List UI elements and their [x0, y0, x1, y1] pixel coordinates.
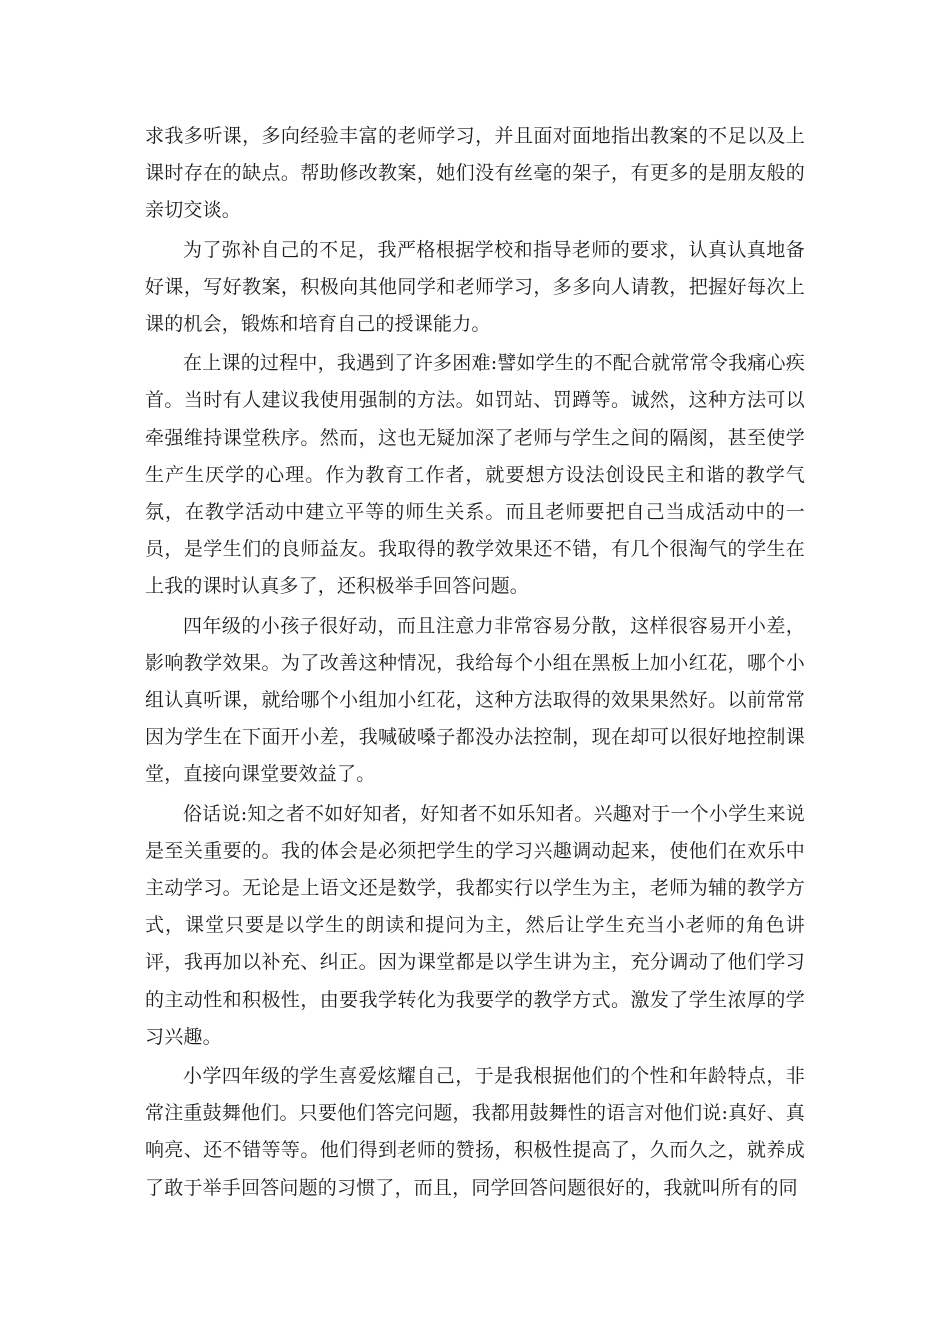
paragraph: 在上课的过程中，我遇到了许多困难:譬如学生的不配合就常常令我痛心疾首。当时有人建议我使用强制的方法。如罚站、罚蹲等。诚然，这种方法可以牵强维持课堂秩序。然而，这也无疑加深了老师与学生之间的隔阂，甚至使学生产生厌学的心理。作为教育工作者，就要想方设法创设民主和谐的教学气氛，在教学活动中建立平等的师生关系。而且老师要把自己当成活动中的一员，是学生们的良师益友。我取得的教学效果还不错，有几个很淘气的学生在上我的课时认真多了，还积极举手回答问题。: [145, 352, 805, 598]
body-text: [145, 118, 805, 1209]
paragraph-continuation: 求我多听课，多向经验丰富的老师学习，并且面对面地指出教案的不足以及上课时存在的缺点。帮助修改教案，她们没有丝毫的架子，有更多的是朋友般的亲切交谈。: [145, 125, 805, 222]
paragraph: 小学四年级的学生喜爱炫耀自己，于是我根据他们的个性和年龄特点，非常注重鼓舞他们。只要他们答完问题，我都用鼓舞性的语言对他们说:真好、真响亮、还不错等等。他们得到老师的赞扬，积极性提高了，久而久之，就养成了敢于举手回答问题的习惯了，而且，同学回答问题很好的，我就叫所有的同: [145, 1065, 805, 1199]
paragraph: 四年级的小孩子很好动，而且注意力非常容易分散，这样很容易开小差，影响教学效果。为了改善这种情况，我给每个小组在黑板上加小红花，哪个小组认真听课，就给哪个小组加小红花，这种方法取得的效果果然好。以前常常因为学生在下面开小差，我喊破嗓子都没办法控制，现在却可以很好地控制课堂，直接向课堂要效益了。: [145, 614, 805, 786]
paragraph: 俗话说:知之者不如好知者，好知者不如乐知者。兴趣对于一个小学生来说是至关重要的。我的体会是必须把学生的学习兴趣调动起来，使他们在欢乐中主动学习。无论是上语文还是数学，我都实行以学生为主，老师为辅的教学方式，课堂只要是以学生的朗读和提问为主，然后让学生充当小老师的角色讲评，我再加以补充、纠正。因为课堂都是以学生讲为主，充分调动了他们学习的主动性和积极性，由要我学转化为我要学的教学方式。激发了学生浓厚的学习兴趣。: [145, 802, 805, 1048]
paragraph: 为了弥补自己的不足，我严格根据学校和指导老师的要求，认真认真地备好课，写好教案，积极向其他同学和老师学习，多多向人请教，把握好每次上课的机会，锻炼和培育自己的授课能力。: [145, 238, 805, 336]
